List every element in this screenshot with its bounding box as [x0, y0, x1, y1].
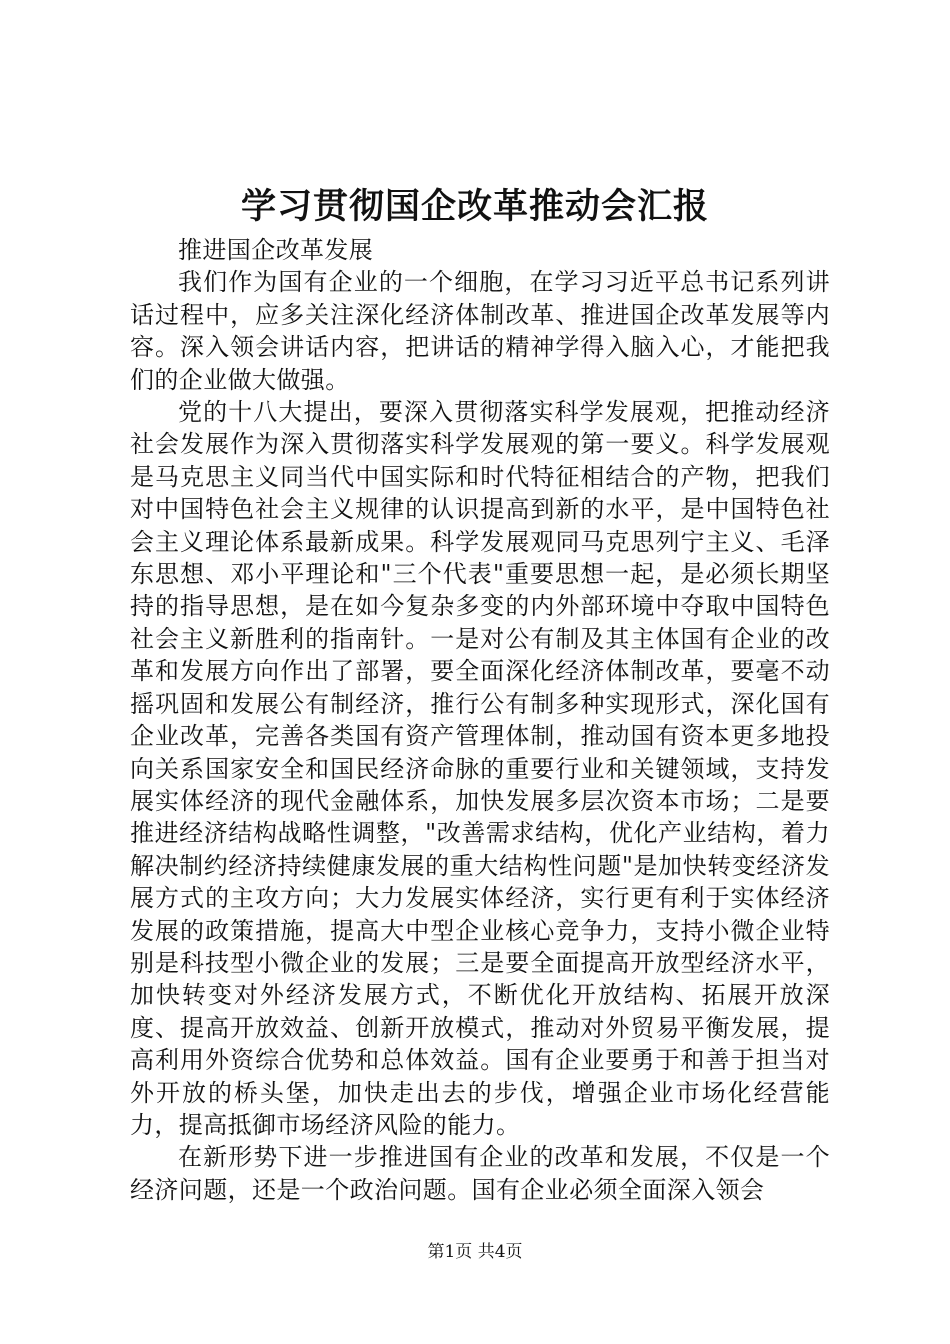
document-body — [130, 234, 830, 1206]
paragraph-subtitle: 推进国企改革发展 — [178, 236, 374, 264]
paragraph-continued: 在新形势下进一步推进国有企业的改革和发展，不仅是一个经济问题，还是一个政治问题。国有企业必须全面深入领会 — [130, 1143, 830, 1204]
paragraph-main: 党的十八大提出，要深入贯彻落实科学发展观，把推动经济社会发展作为深入贯彻落实科学发展观的第一要义。科学发展观是马克思主义同当代中国实际和时代特征相结合的产物，把我们对中国特色社会主义规律的认识提高到新的水平，是中国特色社会主义理论体系最新成果。科学发展观同马克思列宁主义、毛泽东思想、邓小平理论和"三个代表"重要思想一起，是必须长期坚持的指导思想，是在如今复杂多变的内外部环境中夺取中国特色社会主义新胜利的指南针。一是对公有制及其主体国有企业的改革和发展方向作出了部署，要全面深化经济体制改革，要毫不动摇巩固和发展公有制经济，推行公有制多种实现形式，深化国有企业改革，完善各类国有资产管理体制，推动国有资本更多地投向关系国家安全和国民经济命脉的重要行业和关键领域，支持发展实体经济的现代金融体系，加快发展多层次资本市场；二是要推进经济结构战略性调整，"改善需求结构，优化产业结构，着力解决制约经济持续健康发展的重大结构性问题"是加快转变经济发展方式的主攻方向；大力发展实体经济，实行更有利于实体经济发展的政策措施，提高大中型企业核心竞争力，支持小微企业特别是科技型小微企业的发展；三是要全面提高开放型经济水平，加快转变对外经济发展方式，不断优化开放结构、拓展开放深度、提高开放效益、创新开放模式，推动对外贸易平衡发展，提高利用外资综合优势和总体效益。国有企业要勇于和善于担当对外开放的桥头堡，加快走出去的步伐，增强企业市场化经营能力，提高抵御市场经济风险的能力。 — [130, 398, 830, 1139]
paragraph-intro: 我们作为国有企业的一个细胞，在学习习近平总书记系列讲话过程中，应多关注深化经济体制改革、推进国企改革发展等内容。深入领会讲话内容，把讲话的精神学得入脑入心，才能把我们的企业做大做强。 — [130, 268, 830, 394]
page-footer: 第1页 共4页 — [427, 1242, 523, 1262]
document-title: 学习贯彻国企改革推动会汇报 — [240, 186, 709, 227]
